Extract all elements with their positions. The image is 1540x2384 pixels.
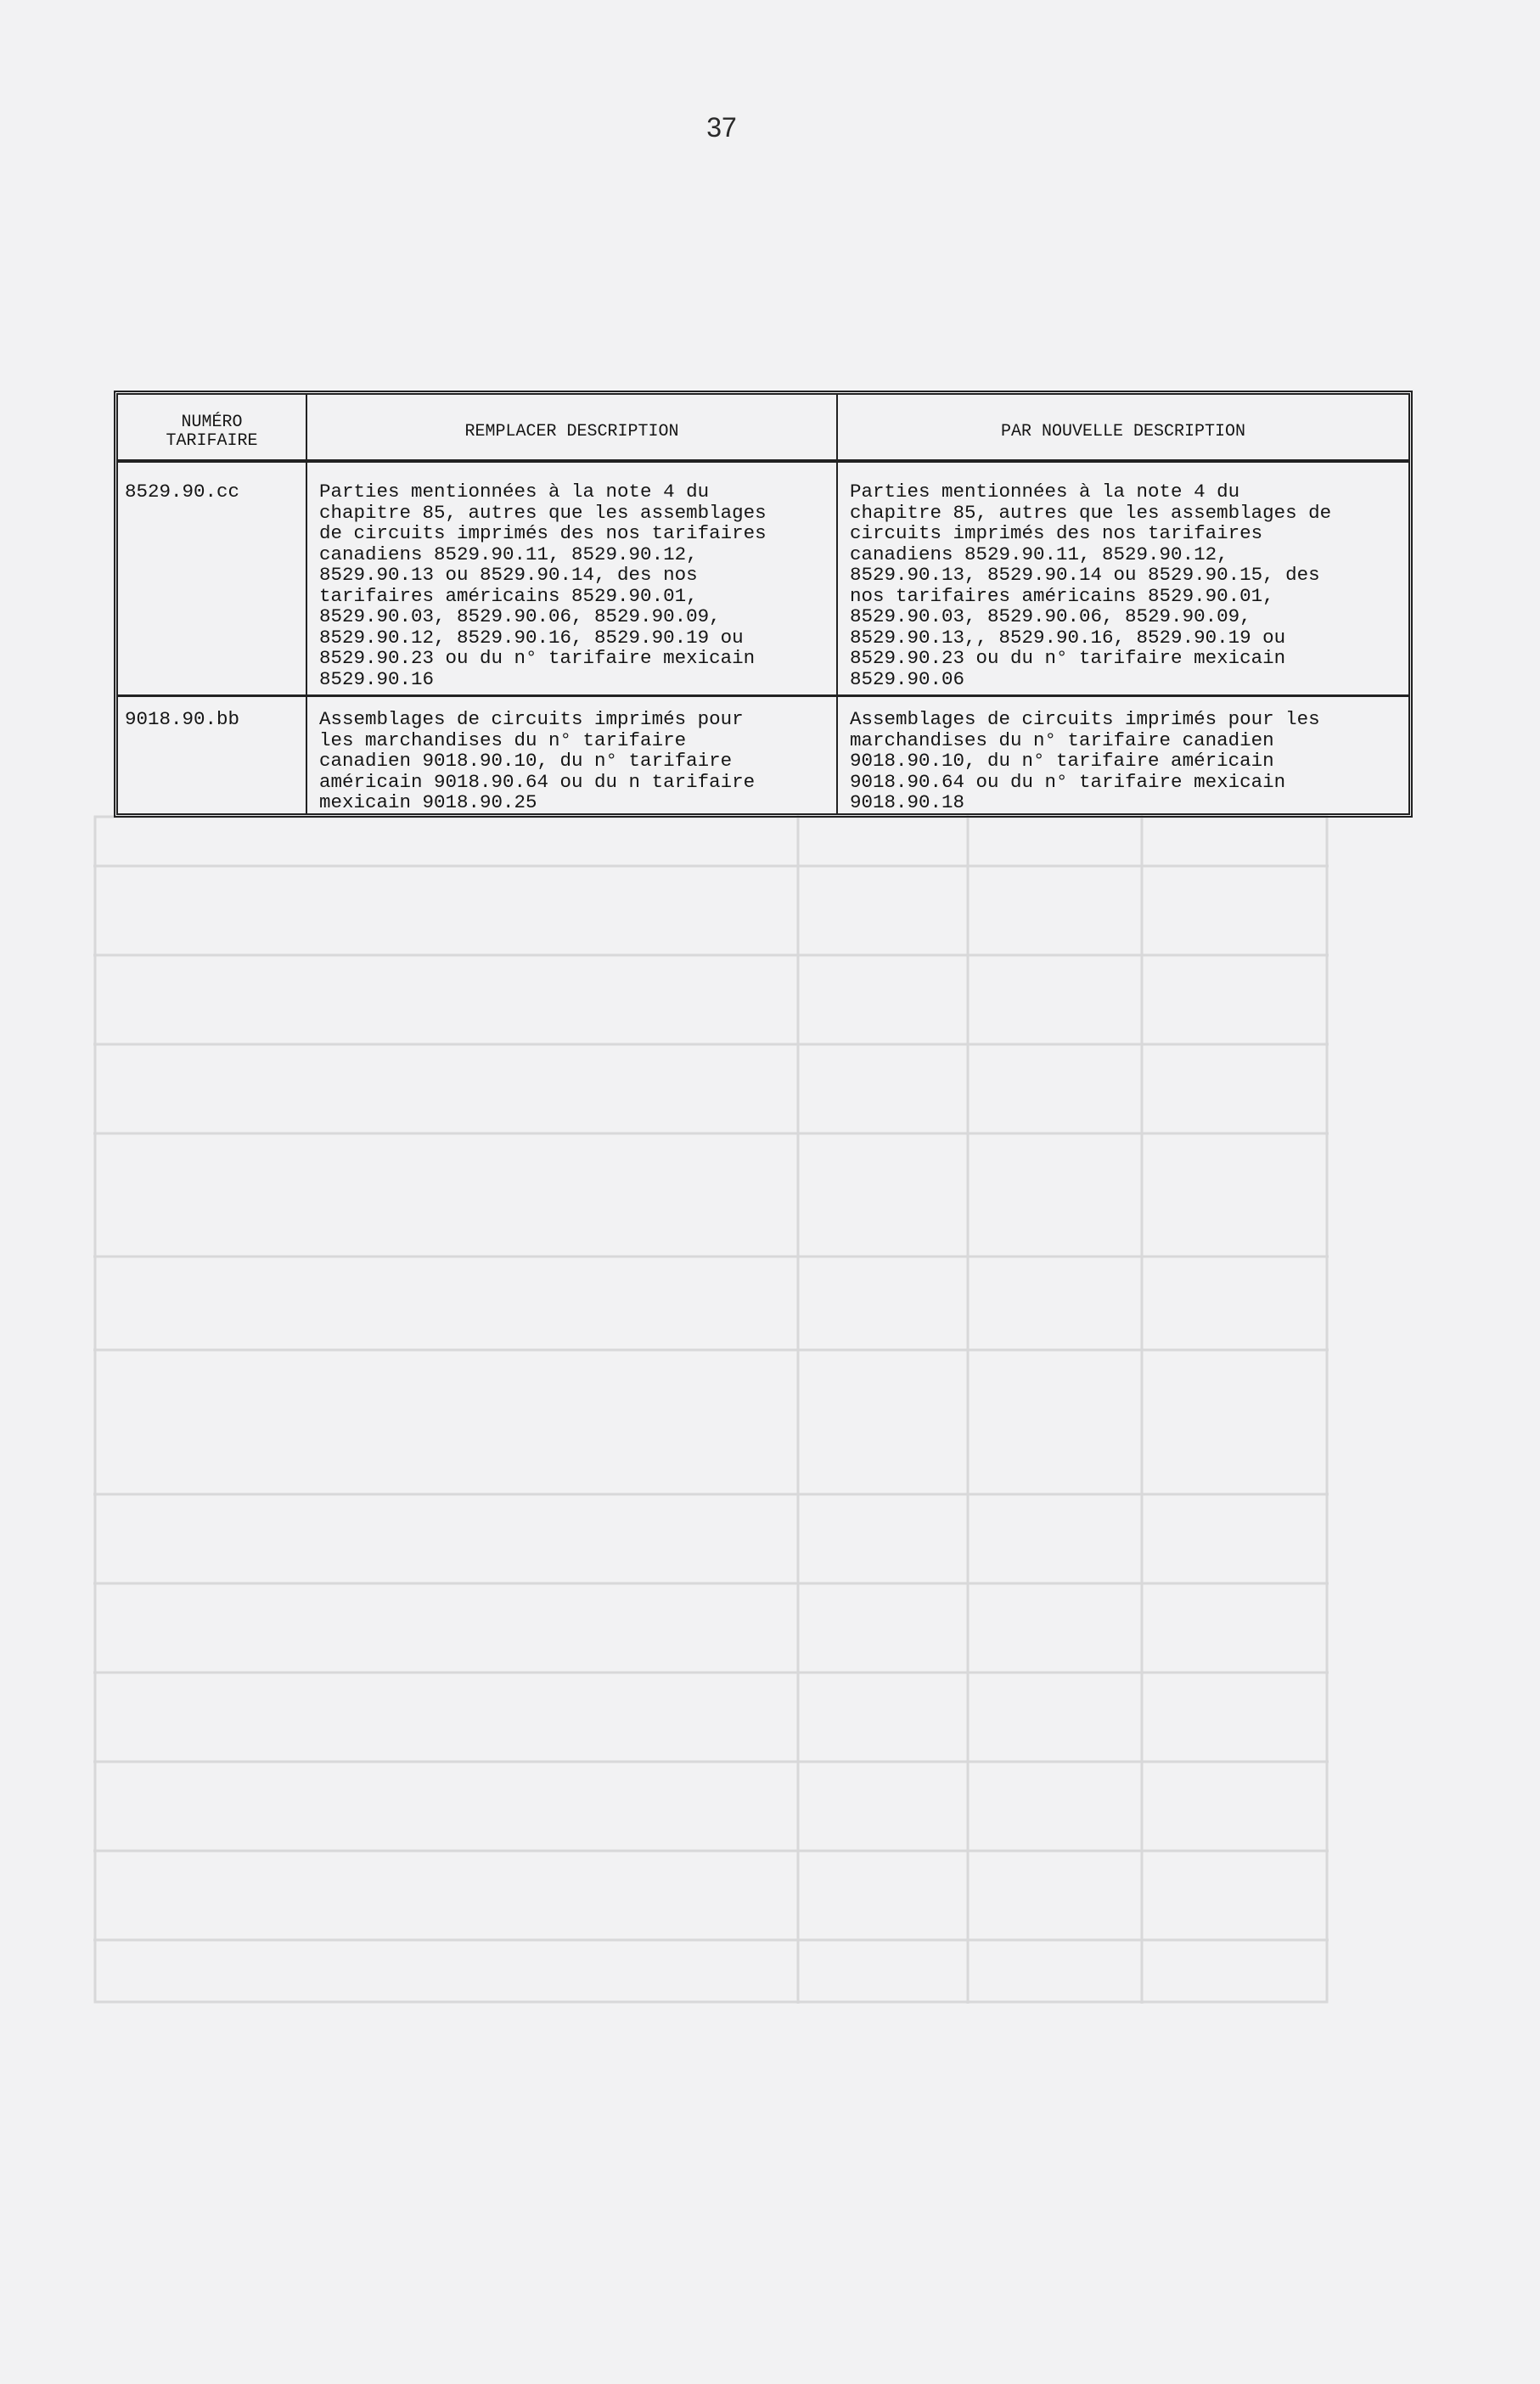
show-through-table	[93, 815, 1329, 2004]
tariff-code-cell: 9018.90.bb	[118, 696, 306, 813]
tariff-code-cell: 8529.90.cc	[118, 461, 306, 696]
new-description-cell: Parties mentionnées à la note 4 du chapitre 85, autres que les assemblages de circuits imprimés des nos tarifaires canadiens 8529.90.11, 8529.90.12, 8529.90.13, 8529.90.14 ou 8529.90.15, des nos tarifaires américains 8529.90.01, 8529.90.03, 8529.90.06, 8529.90.09, 8529.90.13,, 8529.90.16, 8529.90.19 ou 8529.90.23 ou du n° tarifaire mexicain 8529.90.06	[850, 481, 1332, 690]
replace-description-cell: Assemblages de circuits imprimés pour les marchandises du n° tarifaire canadien 9018.90.10, du n° tarifaire américain 9018.90.64 ou du n tarifaire mexicain 9018.90.25	[306, 696, 837, 813]
header-new-description: PAR NOUVELLE DESCRIPTION	[837, 395, 1408, 461]
tariff-table	[118, 395, 1408, 813]
header-tariff-number: NUMÉRO TARIFAIRE	[118, 395, 306, 461]
replace-description-cell: Parties mentionnées à la note 4 du chapitre 85, autres que les assemblages de circuits imprimés des nos tarifaires canadiens 8529.90.11, 8529.90.12, 8529.90.13 ou 8529.90.14, des nos tarifaires américains 8529.90.01, 8529.90.03, 8529.90.06, 8529.90.09, 8529.90.12, 8529.90.16, 8529.90.19 ou 8529.90.23 ou du n° tarifaire mexicain 8529.90.16	[306, 461, 837, 696]
page-number: 37	[706, 112, 737, 143]
table-row	[118, 696, 1408, 813]
table-row	[118, 461, 1408, 696]
header-replace-description: REMPLACER DESCRIPTION	[306, 395, 837, 461]
tariff-table-frame	[114, 391, 1413, 818]
new-description-cell: Assemblages de circuits imprimés pour les marchandises du n° tarifaire canadien 9018.90.10, du n° tarifaire américain 9018.90.64 ou du n° tarifaire mexicain 9018.90.18	[837, 696, 1408, 813]
table-header-row	[118, 395, 1408, 461]
